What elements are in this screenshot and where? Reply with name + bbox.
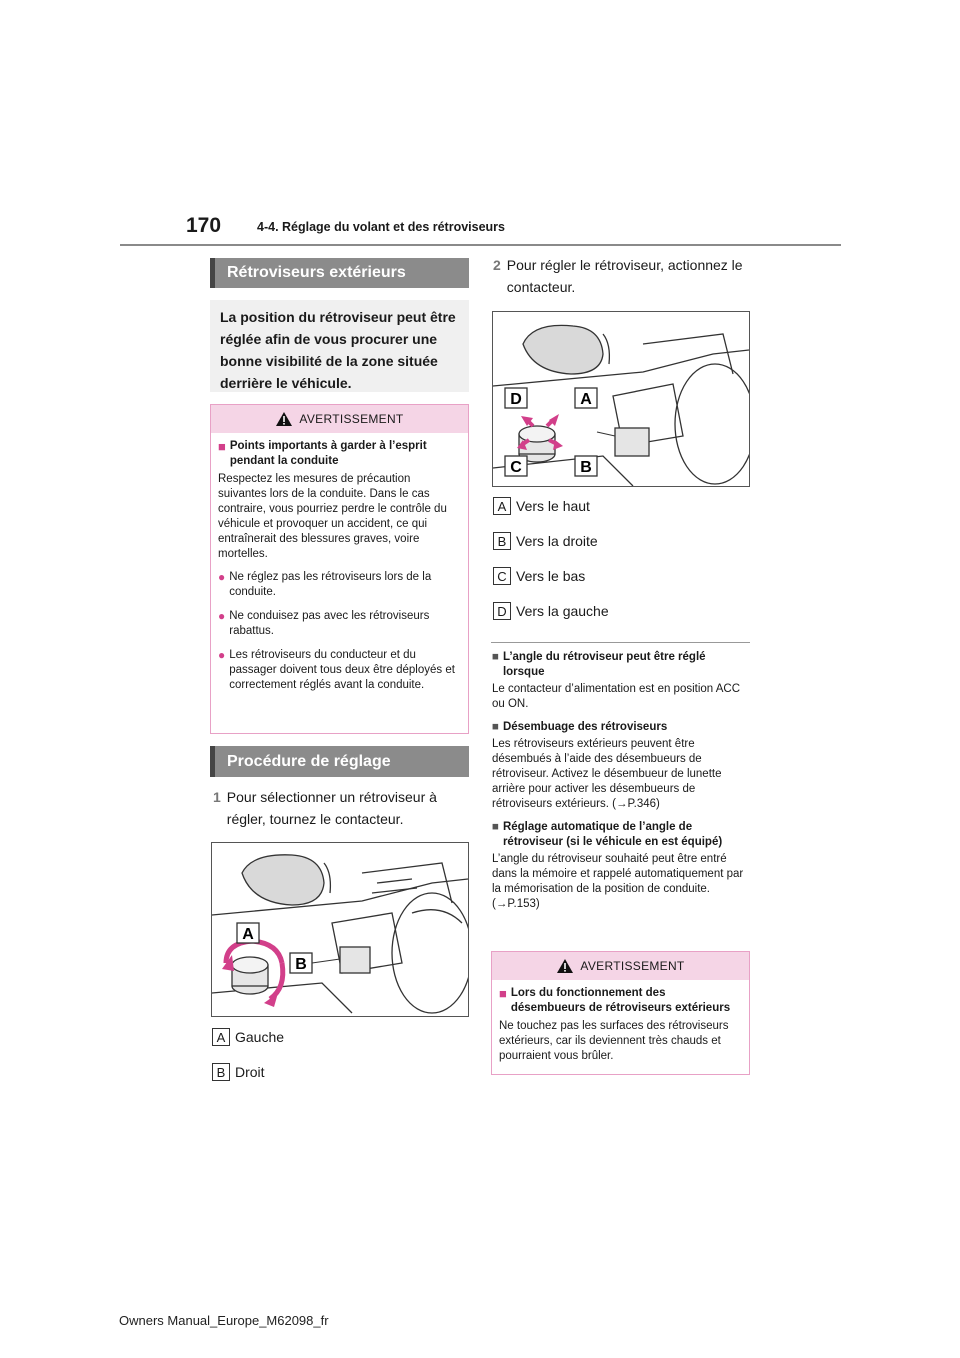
note-heading-text: Désembuage des rétroviseurs: [502, 721, 668, 733]
legend-text: Vers la droite: [516, 533, 598, 549]
note-body: Les rétroviseurs extérieurs peuvent être désembués à l’aide des désembueurs de rétroviseur. Activez le désembueur de lunette arrière pour activer les désembueurs de rétroviseurs extérieurs. (→P.346): [492, 738, 722, 810]
warning-body: Ne touchez pas les surfaces des rétroviseurs extérieurs, car ils deviennent très chauds et pourraient vous brûler.: [499, 1020, 729, 1062]
figure2-label-b: B: [580, 459, 592, 476]
square-bullet-icon: ■: [499, 986, 507, 1001]
mirror-selector-drawing: [212, 843, 468, 1016]
header-divider: [120, 244, 841, 246]
warning-bullet-text: Ne réglez pas les rétroviseurs lors de la conduite.: [229, 571, 432, 598]
legend-text: Droit: [235, 1064, 265, 1080]
square-bullet-icon: ■: [492, 821, 499, 833]
legend-item: [212, 1063, 284, 1081]
section-title: 4-4. Réglage du volant et des rétroviseurs: [257, 220, 505, 234]
legend-letter: D: [493, 602, 511, 620]
intro-text: La position du rétroviseur peut être réglée afin de vous procurer une bonne visibilité de la zone située derrière le véhicule.: [220, 309, 456, 391]
note-heading-text: L’angle du rétroviseur peut être réglé lorsque: [502, 651, 706, 678]
warning-heading: Points importants à garder à l’esprit pendant la conduite: [229, 440, 427, 467]
step-text: Pour régler le rétroviseur, actionnez le contacteur.: [506, 257, 743, 295]
figure1-label-a: A: [242, 926, 254, 943]
section-header-procedure: [210, 746, 469, 777]
warning-title: AVERTISSEMENT: [299, 411, 404, 426]
legend-letter: A: [493, 497, 511, 515]
dot-bullet-icon: ●: [218, 648, 226, 662]
warning-body: Respectez les mesures de précaution suivantes lors de la conduite. Dans le cas contraire, vous pourriez perdre le contrôle du véhicule et provoquer un accident, ce qui entraînerait des blessures graves, voire mortelles.: [218, 473, 447, 560]
notes-block: [492, 650, 750, 920]
legend-item: [493, 497, 609, 515]
warning-box-defogger: [491, 951, 750, 1075]
warning-bullet: [218, 609, 460, 639]
section-header-text: Procédure de réglage: [227, 752, 391, 770]
note-body: Le contacteur d’alimentation est en position ACC ou ON.: [492, 683, 741, 710]
note-heading: [492, 650, 750, 680]
warning-title: AVERTISSEMENT: [580, 958, 685, 973]
legend-text: Vers la gauche: [516, 603, 609, 619]
warning-bullet-text: Ne conduisez pas avec les rétroviseurs rabattus.: [229, 610, 430, 637]
legend-1: [212, 1028, 284, 1081]
legend-letter: B: [212, 1063, 230, 1081]
notes-divider: [491, 642, 750, 643]
warning-bullet: [218, 570, 460, 600]
step-text: Pour sélectionner un rétroviseur à régler, tournez le contacteur.: [226, 789, 437, 827]
warning-header: [492, 952, 749, 980]
step-number: 2: [493, 257, 501, 273]
legend-item: [493, 602, 609, 620]
note-heading: [492, 720, 750, 735]
legend-2: [493, 497, 609, 620]
mirror-adjust-drawing: [493, 312, 749, 486]
figure2-label-d: D: [510, 391, 522, 408]
step-2: [493, 254, 749, 298]
square-bullet-icon: ■: [492, 651, 499, 663]
legend-letter: C: [493, 567, 511, 585]
page-number: 170: [186, 214, 222, 237]
square-bullet-icon: ■: [492, 721, 499, 733]
warning-box: [210, 404, 469, 734]
legend-text: Vers le bas: [516, 568, 586, 584]
legend-text: Vers le haut: [516, 498, 590, 514]
figure2-label-a: A: [580, 391, 592, 408]
legend-letter: B: [493, 532, 511, 550]
legend-item: [212, 1028, 284, 1046]
dot-bullet-icon: ●: [218, 609, 226, 623]
step-1: [213, 786, 469, 830]
footer-text: Owners Manual_Europe_M62098_fr: [119, 1313, 329, 1328]
warning-bullet: [218, 648, 460, 693]
section-header-text: Rétroviseurs extérieurs: [227, 264, 406, 281]
warning-header: [211, 405, 468, 433]
section-header-exterior-mirrors: [210, 258, 469, 288]
legend-text: Gauche: [235, 1029, 285, 1045]
mirror-adjust-illustration: [492, 311, 750, 487]
note-heading: [492, 820, 750, 850]
legend-item: [493, 532, 609, 550]
legend-item: [493, 567, 609, 585]
mirror-selector-illustration: [211, 842, 469, 1017]
warning-triangle-icon: [556, 958, 574, 974]
note-body: L’angle du rétroviseur souhaité peut être entré dans la mémoire et rappelé automatiquement par la mémorisation de la position de conduite. (→P.153): [492, 853, 744, 910]
warning-bullet-text: Les rétroviseurs du conducteur et du passager doivent tous deux être déployés et correctement réglés avant la conduite.: [229, 649, 455, 691]
intro-box: [210, 300, 469, 392]
legend-letter: A: [212, 1028, 230, 1046]
dot-bullet-icon: ●: [218, 570, 226, 584]
figure1-label-b: B: [295, 956, 307, 973]
figure2-label-c: C: [510, 459, 522, 476]
step-number: 1: [213, 789, 221, 805]
square-bullet-icon: ■: [218, 439, 226, 454]
warning-triangle-icon: [275, 411, 293, 427]
warning-heading: Lors du fonctionnement des désembueurs de rétroviseurs extérieurs: [510, 987, 731, 1014]
note-heading-text: Réglage automatique de l’angle de rétroviseur (si le véhicule en est équipé): [502, 821, 723, 848]
